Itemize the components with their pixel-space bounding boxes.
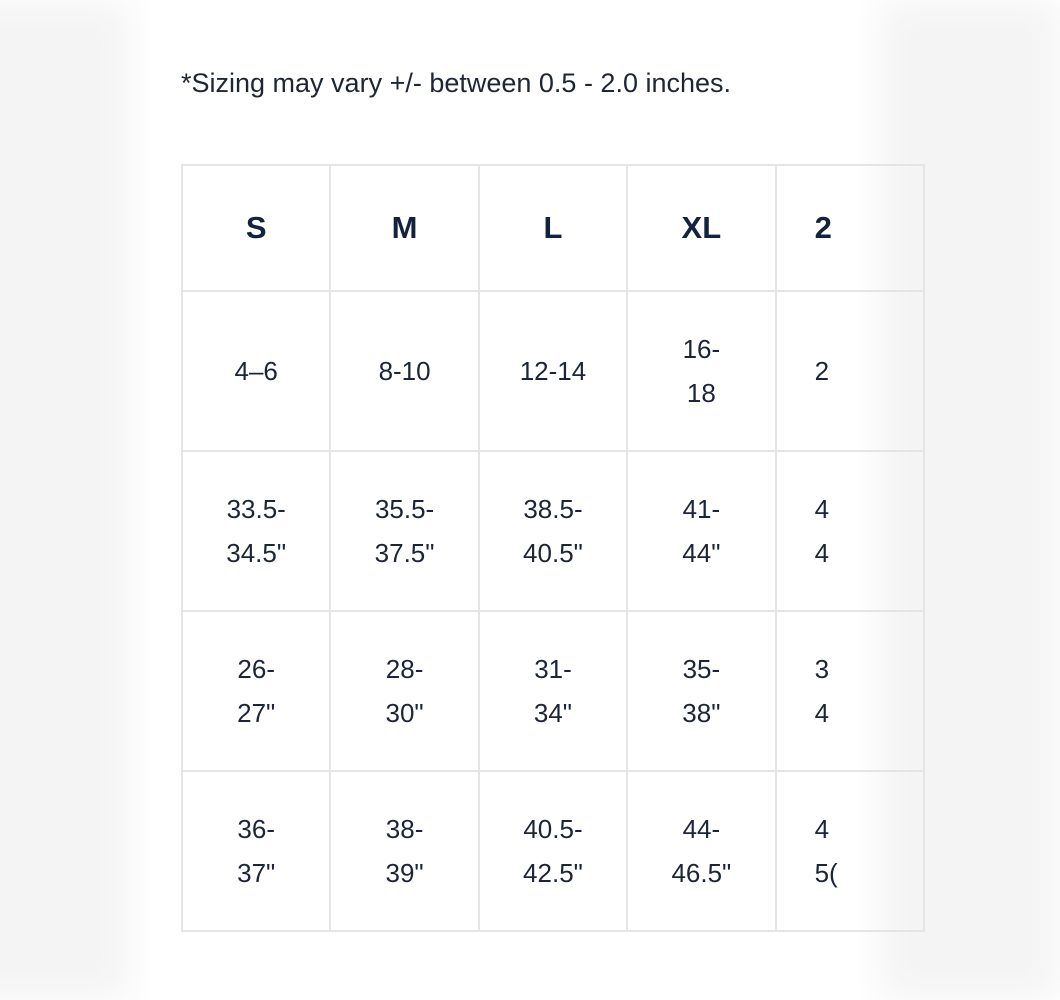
table-row bbox=[182, 451, 924, 611]
size-header-cell: XL bbox=[627, 165, 775, 291]
table-cell: 41- 44" bbox=[627, 451, 775, 611]
table-row bbox=[182, 611, 924, 771]
table-row bbox=[182, 291, 924, 451]
table-cell: 16- 18 bbox=[627, 291, 775, 451]
table-cell: 12-14 bbox=[479, 291, 627, 451]
table-cell: 38.5- 40.5" bbox=[479, 451, 627, 611]
sizing-note: *Sizing may vary +/- between 0.5 - 2.0 inches. bbox=[181, 68, 732, 98]
table-cell: 4 5( bbox=[776, 771, 924, 931]
table-cell: 28- 30" bbox=[330, 611, 478, 771]
table-cell: 36- 37" bbox=[182, 771, 330, 931]
table-row bbox=[182, 771, 924, 931]
table-cell: 40.5- 42.5" bbox=[479, 771, 627, 931]
table-cell: 8-10 bbox=[330, 291, 478, 451]
table-cell: 4–6 bbox=[182, 291, 330, 451]
size-header-cell: 2 bbox=[776, 165, 924, 291]
table-cell: 31- 34" bbox=[479, 611, 627, 771]
table-cell: 33.5- 34.5" bbox=[182, 451, 330, 611]
table-cell: 26- 27" bbox=[182, 611, 330, 771]
table-cell: 38- 39" bbox=[330, 771, 478, 931]
size-header-row bbox=[182, 165, 924, 291]
size-table-viewport[interactable] bbox=[181, 164, 838, 936]
table-cell: 35- 38" bbox=[627, 611, 775, 771]
table-cell: 44- 46.5" bbox=[627, 771, 775, 931]
table-cell: 35.5- 37.5" bbox=[330, 451, 478, 611]
size-header-cell: L bbox=[479, 165, 627, 291]
size-header-cell: S bbox=[182, 165, 330, 291]
size-table bbox=[181, 164, 925, 932]
table-cell: 4 4 bbox=[776, 451, 924, 611]
left-blur-margin bbox=[0, 0, 130, 1000]
table-cell: 3 4 bbox=[776, 611, 924, 771]
table-cell: 2 bbox=[776, 291, 924, 451]
size-header-cell: M bbox=[330, 165, 478, 291]
